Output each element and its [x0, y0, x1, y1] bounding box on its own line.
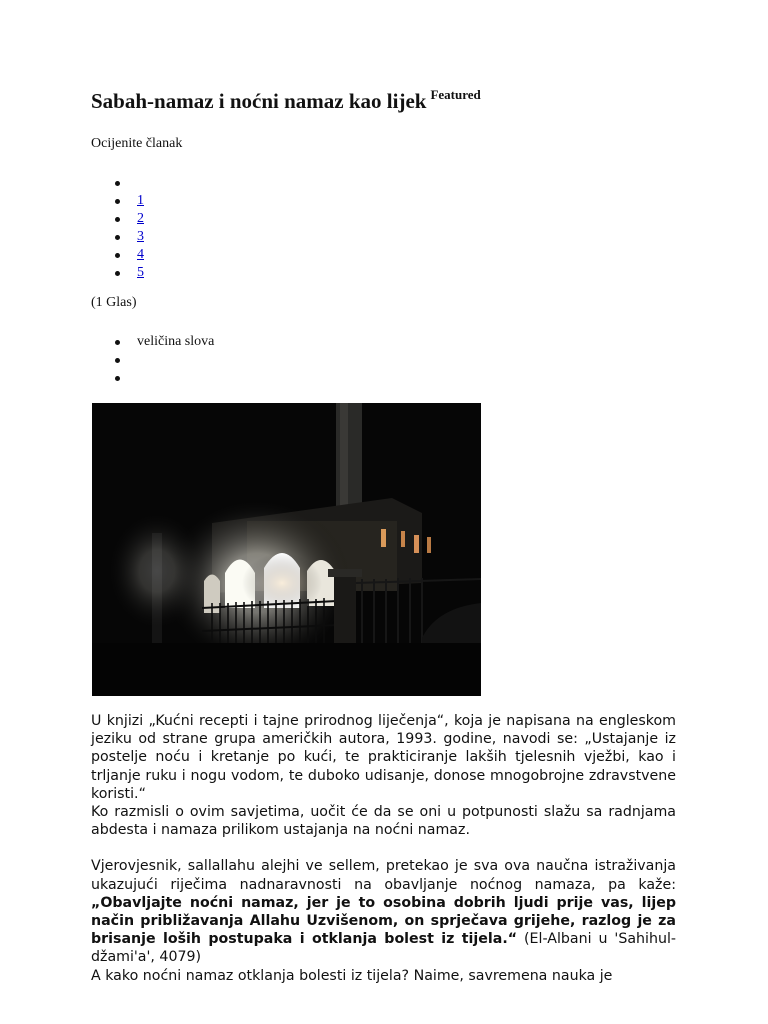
paragraph-1	[91, 712, 676, 839]
mosque-night-photo	[92, 403, 481, 696]
rating-link-5[interactable]: 5	[137, 265, 144, 280]
paragraph-2-intro: Vjerovjesnik, sallallahu alejhi ve sellem, pretekao je sva ova naučna istraživanja ukazujući riječima nadnaravnosti na obavljanje noćnog namaza, pa kaže:	[91, 858, 676, 893]
featured-badge: Featured	[430, 87, 481, 102]
rating-item-3	[137, 228, 144, 246]
rating-item-empty	[137, 174, 144, 192]
rating-item-4	[137, 246, 144, 264]
mosque-photo-illustration	[92, 403, 481, 696]
rating-link-2[interactable]: 2	[137, 211, 144, 226]
hadith-source: (El-Albani u 'Sahihul-džami'a', 4079)	[91, 931, 676, 966]
rating-item-2	[137, 210, 144, 228]
rating-link-4[interactable]: 4	[137, 247, 144, 262]
font-increase-item[interactable]	[137, 351, 214, 369]
rating-list	[91, 174, 144, 282]
paragraph-1-text-a: U knjizi „Kućni recepti i tajne prirodnog liječenja“, koja je napisana na engleskom jeziku od strane grupa američkih autora, 1993. godine, navodi se: „Ustajanje iz postelje noću i kretanje po kući, te prakticiranje lakših tjelesnih vježbi, kao i trljanje ruku i nogu vodom, te duboko udisanje, donose mnogobrojne zdravstvene koristi.“	[91, 713, 676, 802]
article-title	[91, 87, 481, 114]
paragraph-2-tail: A kako noćni namaz otklanja bolesti iz tijela? Naime, savremena nauka je	[91, 967, 613, 984]
rating-item-5	[137, 264, 144, 282]
paragraph-2	[91, 857, 676, 984]
article-title-text: Sabah-namaz i noćni namaz kao lijek	[91, 89, 427, 113]
font-decrease-item[interactable]	[137, 369, 214, 387]
font-size-tools	[91, 333, 214, 387]
rating-link-1[interactable]: 1	[137, 193, 144, 208]
hadith-quote: „Obavljajte noćni namaz, jer je to osobina dobrih ljudi prije vas, lijep način približavanja Allahu Uzvišenom, on sprječava grijehe, razlog je za brisanje loših postupaka i otklanja bolest iz tijela.“	[91, 894, 676, 948]
article-body	[91, 712, 676, 985]
vote-count: (1 Glas)	[91, 295, 137, 310]
paragraph-1-text-b: Ko razmisli o ovim savjetima, uočit će da se oni u potpunosti slažu sa radnjama abdesta i namaza prilikom ustajanja na noćni namaz.	[91, 804, 676, 839]
font-size-label: veličina slova	[137, 334, 215, 349]
rating-item-1	[137, 192, 144, 210]
rating-link-3[interactable]: 3	[137, 229, 144, 244]
rating-label: Ocijenite članak	[91, 136, 183, 151]
